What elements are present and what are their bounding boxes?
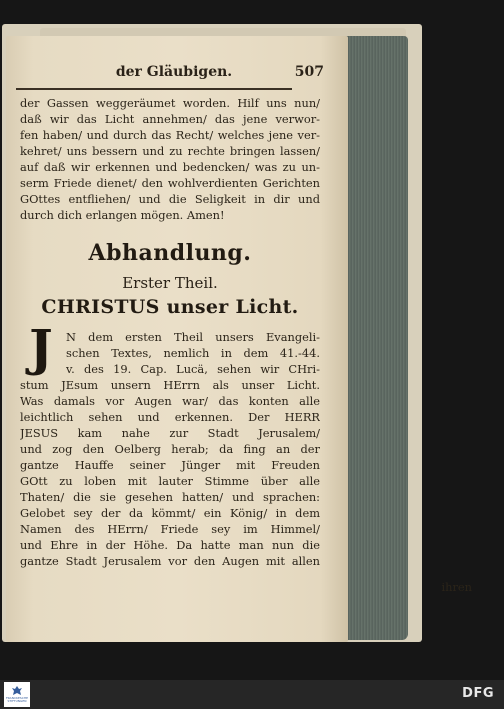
viewer-footer-bar: [0, 680, 504, 709]
section-heading: Abhandlung.: [88, 240, 252, 266]
text-line: stum JEsum unsern HErrn als unser Licht.: [20, 378, 320, 392]
text-line: gantze Hauffe seiner Jünger mit Freuden: [20, 458, 320, 472]
text-line: GOtt zu loben mit lauter Stimme über alle: [20, 474, 320, 488]
text-line: Gelobet sey der da kömmt/ ein König/ in dem: [20, 506, 320, 520]
text-line: kehret/ uns bessern und zu rechte bringen lassen/: [20, 144, 320, 158]
decorated-initial: J: [29, 318, 53, 377]
page-fore-edges: [340, 36, 408, 640]
text-line: leichtlich sehen und erkennen. Der HERR: [20, 410, 320, 424]
section-subheading: Erster Theil.: [122, 274, 218, 292]
header-rule: [16, 88, 292, 90]
eagle-icon: [11, 685, 23, 696]
library-logo-text: FRANCKESCHE STIFTUNGEN: [5, 696, 29, 704]
dfg-logo[interactable]: DFG: [462, 686, 494, 701]
page-header: [28, 62, 328, 84]
text-line: Was damals vor Augen war/ das konten alle: [20, 394, 320, 408]
text-line: auf daß wir erkennen und bedencken/ was zu un-: [20, 160, 320, 174]
section-title: CHRISTUS unser Licht.: [41, 296, 299, 318]
text-line: Namen des HErrn/ Friede sey im Himmel/: [20, 522, 320, 536]
text-line: durch dich erlangen mögen. Amen!: [20, 208, 225, 222]
text-line: und zog den Oelberg herab; da fing an der: [20, 442, 320, 456]
text-line: GOttes entfliehen/ und die Seligkeit in dir und: [20, 192, 320, 206]
page-number: 507: [294, 64, 324, 80]
text-line: JESUS kam nahe zur Stadt Jerusalem/: [20, 426, 320, 440]
catchword: ihren: [441, 580, 472, 594]
text-line: der Gassen weggeräumet worden. Hilf uns nun/: [20, 96, 320, 110]
text-line: und Ehre in der Höhe. Da hatte man nun die: [20, 538, 320, 552]
text-line: daß wir das Licht annehmen/ das jene verwor-: [20, 112, 320, 126]
text-line: N dem ersten Theil unsers Evangeli-: [66, 330, 320, 344]
running-title: der Gläubigen.: [115, 64, 233, 80]
text-line: v. des 19. Cap. Lucä, sehen wir CHri-: [66, 362, 320, 376]
text-line: Thaten/ die sie gesehen hatten/ und sprachen:: [20, 490, 320, 504]
library-logo[interactable]: [4, 682, 30, 707]
text-line: fen haben/ und durch das Recht/ welches jene ver-: [20, 128, 320, 142]
text-line: serm Friede dienet/ den wohlverdienten Gerichten: [20, 176, 320, 190]
text-line: schen Textes, nemlich in dem 41.-44.: [66, 346, 320, 360]
text-line: gantze Stadt Jerusalem vor den Augen mit allen: [20, 554, 320, 568]
